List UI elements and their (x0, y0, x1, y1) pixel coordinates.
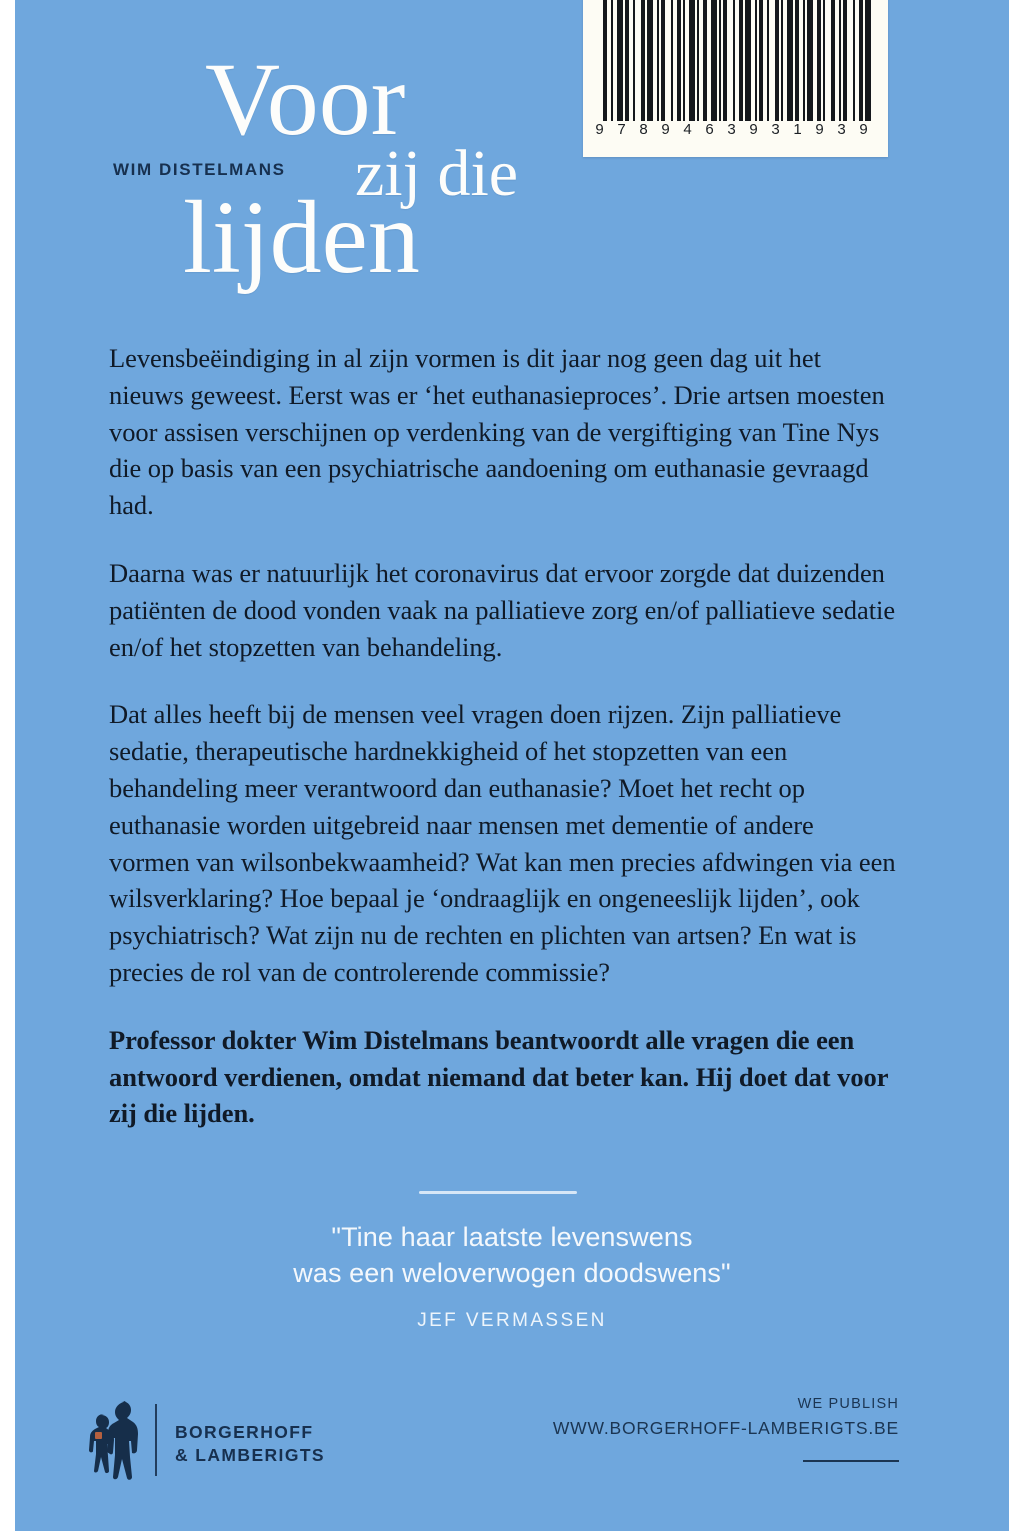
barcode-left-group: 7 8 9 4 6 3 (617, 120, 737, 138)
publisher-logo (81, 1395, 411, 1487)
publisher-website-block (553, 1396, 899, 1439)
title-line-1: Voor (205, 42, 406, 157)
barcode-bars (603, 0, 873, 121)
publisher-tagline: WE PUBLISH (797, 1396, 899, 1412)
blurb-text (109, 340, 899, 1132)
pull-quote (15, 1219, 1009, 1291)
quote-attribution: JEF VERMASSEN (417, 1310, 607, 1331)
publisher-website-underline (803, 1460, 899, 1462)
title-line-2: zij die (355, 137, 519, 210)
publisher-divider (155, 1404, 157, 1476)
blurb-closing-statement: Professor dokter Wim Distelmans beantwoordt alle vragen die een antwoord verdienen, omdat niemand dat beter kan. Hij doet dat voor zij die lijden. (109, 1024, 888, 1129)
publisher-website-url[interactable]: WWW.BORGERHOFF-LAMBERIGTS.BE (552, 1418, 899, 1438)
blurb-paragraph: Dat alles heeft bij de mensen veel vragen doen rijzen. Zijn palliatieve sedatie, therapeutische hardnekkigheid of het stopzetten van een behandeling meer verantwoord dan euthanasie? Moet het recht op euthanasie worden uitgebreid naar mensen met dementie of andere vormen van wilsonbekwaamheid? Wat kan men precies afdwingen via een wilsverklaring? Hoe bepaal je ‘ondraaglijk en ongeneeslijk lijden’, ook psychiatrisch? Wat zijn nu de rechten en plichten van artsen? En wat is precies de rol van de controlerende commissie? (109, 699, 896, 987)
publisher-name-line-1: BORGERHOFF (175, 1422, 314, 1442)
barcode-digits (589, 118, 884, 140)
book-back-cover (15, 0, 1009, 1531)
blurb-paragraph: Daarna was er natuurlijk het coronavirus dat ervoor zorgde dat duizenden patiënten de dood vonden vaak na palliatieve zorg en/of palliatieve sedatie en/of het stopzetten van behandeling. (109, 557, 896, 662)
two-walking-figures-icon (87, 1395, 149, 1485)
blurb-paragraph: Levensbeëindiging in al zijn vormen is dit jaar nog geen dag uit het nieuws geweest. Eerst was er ‘het euthanasieproces’. Drie artsen moesten voor assisen verschijnen op verdenking van de vergiftiging van Tine Nys die op basis van een psychiatrische aandoening om euthanasie gevraagd had. (109, 343, 885, 521)
quote-line-1: "Tine haar laatste levenswens (331, 1222, 693, 1252)
barcode-right-group: 9 3 1 9 3 9 (749, 120, 869, 138)
author-name: WIM DISTELMANS (113, 160, 286, 179)
publisher-name-line-2: & LAMBERIGTS (175, 1445, 325, 1465)
quote-divider-rule (419, 1191, 577, 1194)
title-block (15, 42, 575, 297)
barcode-lead-digit: 9 (595, 120, 605, 138)
quote-line-2: was een weloverwogen doodswens" (293, 1258, 731, 1288)
title-line-3: lijden (183, 180, 420, 295)
barcode-block (583, 0, 888, 157)
publisher-name (175, 1421, 325, 1467)
